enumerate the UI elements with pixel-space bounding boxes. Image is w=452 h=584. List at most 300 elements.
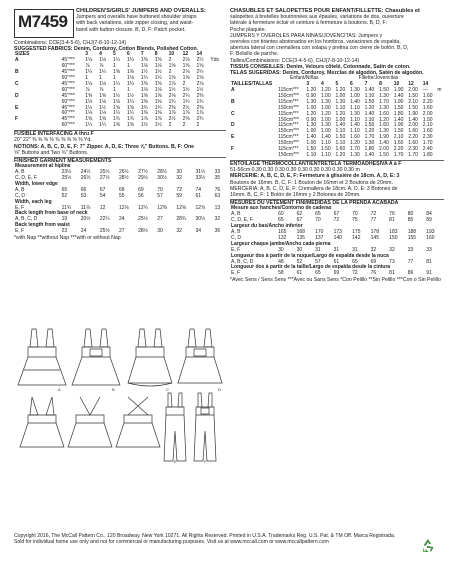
table-cell: 115cm***	[278, 122, 299, 129]
table-cell: 1¾	[140, 104, 148, 111]
jumper-back-drawing-3	[116, 397, 160, 447]
table-cell: 68	[119, 186, 125, 193]
table-cell: 1⅛	[85, 80, 93, 87]
jumper-back-drawing-2	[68, 397, 112, 447]
table-cell: 1.70	[408, 152, 418, 159]
table-cell: 150cm***	[278, 140, 299, 147]
table-cell: 188	[407, 228, 417, 235]
table-cell: 1½	[196, 86, 204, 93]
text-line: salopettes à bretelles boutonnées aux épaules, variations de dos, ouverture	[230, 14, 404, 21]
table-cell: m	[437, 87, 442, 94]
table-cell: 77	[407, 258, 414, 265]
table-cell: A, B	[231, 228, 241, 235]
french-spanish-column	[230, 8, 444, 283]
table-cell: 1.90	[393, 87, 404, 94]
letter-d: D	[218, 387, 221, 392]
table-row	[14, 123, 226, 129]
table-cell: 2.00	[379, 146, 389, 153]
table-cell: 45"***	[61, 116, 75, 123]
table-cell: 1.20	[379, 116, 389, 123]
table-cell: 1.20	[306, 110, 317, 117]
table-cell: 23	[61, 228, 68, 235]
jumper-c-drawing	[128, 329, 172, 386]
text-line: ⅝" Buttons and Two ¾" Buttons.	[14, 149, 89, 156]
table-cell: A, B, C, D	[231, 258, 254, 265]
table-cell: Measurement at hipline	[15, 163, 71, 170]
table-cell: 1¾	[182, 98, 190, 105]
table-cell: 56	[138, 192, 144, 199]
table-cell: E, F	[231, 270, 241, 277]
table-cell: 85	[407, 217, 414, 224]
table-cell: 1½	[154, 122, 162, 129]
table-cell: 25½	[138, 216, 148, 223]
table-cell: 10	[393, 81, 400, 88]
table-cell: 2.30	[422, 134, 433, 141]
table-cell: 1	[126, 86, 130, 93]
yardage-table	[14, 52, 226, 129]
table-cell: 1.70	[350, 146, 360, 153]
table-cell: 60"***	[61, 110, 75, 117]
table-cell: 115cm***	[278, 110, 299, 117]
table-cell: 1.80	[422, 152, 433, 159]
pattern-number: M7459	[18, 12, 68, 31]
table-cell: 150cm***	[278, 116, 299, 123]
table-cell: 2¾	[196, 116, 204, 123]
text-line: Boutons de 16mm. B, C, F: 1 Bouton de 16mm et 2 Boutons de 20mm.	[230, 179, 393, 186]
table-cell: 1.30	[350, 87, 360, 94]
table-cell: 1⅞	[182, 110, 190, 117]
jumper-b-drawing	[72, 329, 120, 385]
table-cell: 1.00	[306, 104, 317, 111]
table-cell: E, F	[231, 246, 241, 253]
table-cell: 2⅛	[168, 92, 176, 99]
table-cell: 1.40	[379, 140, 389, 147]
text-line: Poche plaquée.	[230, 26, 267, 33]
table-cell: 26½	[80, 175, 91, 182]
technical-drawings	[14, 325, 226, 465]
table-cell: 33	[214, 169, 221, 176]
table-cell: 183	[389, 228, 398, 235]
table-cell: 57	[157, 192, 163, 199]
table-cell: 23½	[61, 169, 72, 176]
table-cell: 1.10	[350, 116, 360, 123]
table-cell: 5	[113, 51, 116, 58]
letter-a: A	[58, 387, 61, 392]
table-cell: 14	[196, 51, 203, 58]
english-column	[14, 8, 226, 33]
table-cell: 32	[176, 228, 182, 235]
table-cell: 1.90	[408, 110, 418, 117]
table-cell: 1⅝	[182, 63, 190, 70]
table-cell: ⅞	[85, 63, 90, 70]
table-cell: 4	[99, 51, 102, 58]
table-cell: 1.20	[335, 152, 346, 159]
table-cell: 1.60	[408, 128, 418, 135]
table-cell: 30	[157, 228, 163, 235]
table-cell: 115cm***	[278, 134, 299, 141]
table-cell: 1½	[113, 92, 120, 99]
table-cell: 1⅜	[154, 98, 162, 105]
table-cell: 1.10	[335, 104, 346, 111]
table-cell: 1.00	[320, 128, 331, 135]
table-cell: 1.10	[320, 140, 331, 147]
table-cell: 2.40	[422, 146, 433, 153]
table-cell: 1½	[126, 92, 134, 99]
table-cell: 89	[426, 217, 432, 224]
table-cell: 135	[296, 234, 305, 241]
table-cell: 45"***	[61, 80, 75, 87]
table-cell: 1⅜	[154, 57, 162, 64]
table-cell: 1⅛	[99, 57, 107, 64]
table-cell: 65	[352, 258, 358, 265]
table-cell: 1.10	[306, 152, 317, 159]
table-cell: E, F	[15, 204, 25, 211]
table-cell: 2⅝	[182, 116, 190, 123]
table-cell: D	[15, 92, 19, 99]
table-cell: 1.30	[364, 140, 375, 147]
table-cell: 1½	[182, 86, 190, 93]
table-cell: 76	[389, 211, 395, 218]
table-cell: 25½	[99, 228, 110, 235]
table-cell: 1⅜	[140, 80, 148, 87]
table-cell: 1¼	[113, 57, 120, 64]
table-cell: 1.60	[350, 134, 360, 141]
table-cell: 1.60	[393, 140, 404, 147]
combinations-fr-es: Tailles/Combinaisons: CCE(3-4-5-6), CHJ(7-8-10-12-14)	[230, 57, 360, 64]
table-cell: 1.40	[306, 134, 317, 141]
table-cell: 2¼	[196, 69, 204, 76]
table-cell: 3	[85, 51, 88, 58]
table-cell: 155	[407, 234, 417, 241]
table-cell: 1.40	[364, 152, 375, 159]
table-cell: 1.00	[335, 116, 346, 123]
letter-b: B	[112, 387, 115, 392]
table-cell: 1.30	[350, 152, 360, 159]
table-cell: 2⅝	[196, 104, 204, 111]
table-cell: 12⅛	[119, 204, 129, 211]
table-cell: ⅞	[99, 86, 104, 93]
table-cell: 1.20	[335, 110, 346, 117]
table-cell: 1⅜	[154, 110, 162, 117]
table-cell: 20½	[80, 216, 91, 223]
table-cell: 22¼	[99, 216, 110, 223]
table-cell: 1⅜	[85, 92, 93, 99]
table-cell: 31	[352, 246, 358, 253]
table-cell: 145	[370, 234, 379, 241]
table-cell: 1.00	[320, 104, 331, 111]
table-cell: C	[231, 110, 235, 117]
table-cell: F	[15, 116, 19, 123]
letter-f: F	[204, 459, 207, 464]
table-cell: 4	[320, 81, 324, 88]
table-cell: 1⅛	[154, 86, 162, 93]
table-cell: 1.60	[379, 110, 389, 117]
table-cell: 2½	[182, 104, 190, 111]
table-cell: 77	[370, 217, 377, 224]
table-cell: 72	[352, 270, 358, 277]
table-cell: 1.40	[350, 98, 360, 105]
table-cell: 1¾	[168, 98, 176, 105]
table-cell: 1⅝	[168, 75, 176, 82]
table-cell: 13	[214, 204, 221, 211]
table-cell: 1⅛	[113, 98, 120, 105]
table-cell: 2	[168, 57, 172, 64]
table-cell: 1.30	[379, 92, 389, 99]
table-cell: 61	[333, 258, 340, 265]
table-cell: 28½	[119, 175, 129, 182]
table-cell: 70	[315, 217, 321, 224]
table-cell: 67	[99, 186, 106, 193]
table-cell: 1¼	[154, 75, 162, 82]
table-cell: 59	[176, 192, 182, 199]
table-cell: 1⅜	[140, 57, 148, 64]
table-cell: 30	[296, 246, 303, 253]
table-cell: 1⅝	[85, 116, 93, 123]
table-cell: 63	[214, 192, 221, 199]
table-cell: 5	[335, 81, 339, 88]
table-cell: 57	[315, 258, 321, 265]
table-cell: 1⅝	[196, 63, 204, 70]
table-cell: 2.20	[408, 134, 418, 141]
table-cell: 72	[176, 186, 182, 193]
table-cell: Back length from waist	[15, 222, 70, 229]
age-group-enfant: Enfant/Niñas	[290, 75, 319, 82]
table-cell: 140	[333, 234, 342, 241]
table-cell: 65	[315, 211, 321, 218]
table-cell: 1.20	[320, 110, 331, 117]
mercerie	[230, 173, 444, 198]
table-cell: —	[422, 87, 428, 94]
table-cell: 86	[407, 270, 414, 277]
suggested-fabrics: SUGGESTED FABRICS: Denim, Corduroy, Cotton Blends, Polished Cotton.	[14, 46, 199, 53]
table-cell: 1⅝	[182, 75, 190, 82]
table-cell: A	[231, 87, 235, 94]
table-cell: 1¼	[113, 80, 120, 87]
table-cell: 80	[407, 211, 414, 218]
table-cell: 11⅞	[80, 204, 91, 211]
table-cell: A, B	[15, 186, 25, 193]
table-cell: 2.00	[408, 87, 418, 94]
table-cell: 1⅛	[85, 110, 93, 117]
table-cell: 1⅛	[126, 75, 134, 82]
table-cell: 2⅛	[182, 57, 190, 64]
table-cell: C, D, E, F	[15, 175, 37, 182]
metrage-table	[230, 76, 444, 159]
table-cell: 2.10	[408, 98, 418, 105]
table-cell: Yds	[210, 57, 219, 64]
table-cell: 1⅛	[99, 98, 107, 105]
text-line: Jumpers and overalls have buttoned shoulder straps	[76, 14, 197, 21]
overall-f-drawing	[194, 393, 216, 461]
table-cell: 1⅛	[140, 63, 148, 70]
table-cell: 1.00	[320, 116, 331, 123]
copyright-line: Copyright 2016, The McCall Pattern Co., 120 Broadway, New York 10271. All Rights Reserved. Printed in U.S.A. Trademarks Reg. U.S. Pat. & TM Off. Marca Registrada.	[14, 533, 396, 539]
table-cell: 1⅞	[154, 116, 162, 123]
table-cell: 132	[278, 234, 287, 241]
table-cell: 26½	[119, 169, 129, 176]
table-cell: 115cm***	[278, 87, 299, 94]
table-cell: 1.60	[422, 92, 433, 99]
table-cell: 1	[99, 75, 102, 82]
table-cell: 52	[61, 192, 68, 199]
table-cell: 12	[99, 204, 106, 211]
table-cell: 60"***	[61, 122, 75, 129]
table-cell: 1.50	[364, 122, 375, 129]
entoilage-title: ENTOILAGE THERMOCOLLANT/ENTRETELA TERMOADHESIVA A à F	[230, 160, 444, 167]
table-cell: E	[231, 134, 235, 141]
text-line: MERCERIE: A, B, C, D, E, F: Fermeture à glissière de 18cm. A, D, E: 3	[230, 173, 400, 180]
finished-measurements-title: FINISHED GARMENT MEASUREMENTS	[14, 157, 226, 164]
table-cell: 55	[119, 192, 125, 199]
table-cell: 1¼	[99, 122, 107, 129]
table-cell: 2.00	[422, 110, 433, 117]
table-cell: ⅞	[85, 86, 90, 93]
table-cell: 2⅛	[196, 80, 204, 87]
table-cell: 1.40	[393, 116, 404, 123]
table-cell: 2	[182, 122, 186, 129]
table-cell: 69	[333, 270, 340, 277]
table-cell: C	[15, 80, 19, 87]
table-cell: 69	[138, 186, 144, 193]
table-cell: 1¾	[126, 116, 134, 123]
text-line: abertura lateral con cremallera con solapa y pretina con cierre de botón. B, D,	[230, 45, 409, 52]
table-cell: Width, each leg	[15, 198, 52, 205]
table-cell: 1.10	[364, 116, 375, 123]
table-cell: 165	[278, 228, 287, 235]
description-title-fr-es	[230, 8, 444, 58]
table-cell: 2⅜	[168, 104, 176, 111]
table-cell: 1⅜	[140, 110, 148, 117]
table-cell: 60"***	[61, 98, 75, 105]
table-cell: 1⅝	[196, 75, 204, 82]
table-cell: 1½	[168, 86, 176, 93]
table-cell: 115cm***	[278, 146, 299, 153]
recycle-icon	[420, 538, 436, 554]
table-cell: 48	[278, 258, 284, 265]
table-cell: 81	[389, 217, 395, 224]
table-cell: 14	[422, 81, 429, 88]
table-cell: 91	[426, 270, 432, 277]
table-cell: 6	[126, 51, 130, 58]
table-cell: 1	[85, 75, 88, 82]
table-cell: 1⅞	[168, 110, 176, 117]
table-cell: 45"***	[61, 104, 75, 111]
table-cell: 52	[296, 258, 303, 265]
table-cell: 2⅛	[182, 69, 190, 76]
table-cell: 1.50	[422, 116, 433, 123]
table-cell: 1.00	[320, 92, 331, 99]
table-cell: 1.20	[335, 87, 346, 94]
table-cell: 1.30	[335, 98, 346, 105]
table-cell: Back length from base of neck	[15, 210, 88, 217]
table-cell: C, D	[231, 234, 241, 241]
text-line: latérale à fermeture éclair et ceinture à fermeture à boutons. B, D, F:	[230, 20, 388, 27]
nap-note: *with Nap **without Nap ***with or without Nap	[14, 235, 121, 242]
table-cell: 8	[154, 51, 158, 58]
table-cell: 25½	[61, 175, 72, 182]
nap-note-fr-es: *Avec Sens / Sens Sens ***Avec ou Sans Sens *Con Pelillo **Sin Pelillo ***Con o Sin Pelillo	[230, 277, 441, 284]
table-cell: 1.50	[393, 128, 404, 135]
table-cell: 1.50	[408, 92, 418, 99]
table-cell: 12	[182, 51, 189, 58]
table-cell: 1	[113, 63, 116, 70]
table-cell: 65	[278, 217, 284, 224]
table-cell: 32	[176, 175, 182, 182]
table-cell: 1.30	[306, 122, 317, 129]
table-cell: 1.20	[364, 104, 375, 111]
text-line: overoles con tirantes abotonados en los hombros, variaciones de espalda,	[230, 39, 401, 46]
table-cell: 2½	[168, 116, 176, 123]
text-line: F: Bolsillo de parche.	[230, 51, 279, 58]
table-cell: 54	[99, 192, 106, 199]
table-cell: 1⅜	[113, 69, 120, 76]
table-cell: 1.10	[350, 128, 360, 135]
text-line: with back variations, side zipper closing, and waist-	[76, 20, 194, 27]
table-cell: 1.90	[393, 122, 404, 129]
table-cell: 12⅝	[176, 204, 187, 211]
table-cell: 33	[407, 246, 414, 253]
table-cell: 1.40	[335, 122, 346, 129]
footer	[14, 533, 414, 545]
table-cell: 1.60	[408, 140, 418, 147]
table-cell: 1⅛	[85, 57, 93, 64]
entoilage-row: 51-56cm 0.30 0.30 0.30 0.30 0.30 0.30 0.30 0.30 0.30 m	[230, 167, 360, 174]
text-line: MERCERÍA: A, B, C, D, E, F: Cremallera de 18cm. A, D, E: 3 Botones de	[230, 185, 398, 192]
table-cell: 1.60	[335, 146, 346, 153]
table-cell: 12¼	[138, 204, 148, 211]
table-cell: 69	[370, 258, 377, 265]
table-cell	[230, 153, 277, 159]
table-cell: 30½	[195, 216, 206, 223]
table-cell: 1.00	[306, 140, 317, 147]
table-cell: 150cm***	[278, 104, 299, 111]
table-cell: 81	[389, 270, 395, 277]
table-cell: 1⅜	[140, 98, 148, 105]
table-cell: 2⅜	[196, 92, 204, 99]
table-cell: 30	[176, 169, 182, 176]
table-cell: ⅞	[99, 63, 104, 70]
table-cell: 1⅝	[154, 92, 162, 99]
table-cell: C, D, E, F	[231, 217, 253, 224]
table-cell: 33	[426, 246, 432, 253]
table-cell: 1⅛	[140, 86, 148, 93]
table-cell: 1.60	[379, 122, 389, 129]
table-cell: 3	[306, 81, 310, 88]
jumper-a-drawing	[18, 329, 66, 385]
table-cell: 2	[168, 122, 172, 129]
table-cell: 1.60	[422, 128, 433, 135]
table-cell: 2.30	[408, 146, 418, 153]
text-line: 16mm. B, C, F: 1 Botón de 16mm y 2 Botones de 20mm.	[230, 191, 361, 198]
table-cell: 1.70	[379, 98, 389, 105]
table-cell: 0.90	[306, 116, 317, 123]
jumper-back-drawing-1	[20, 397, 64, 447]
table-cell: 74	[195, 186, 202, 193]
table-cell: 53	[80, 192, 87, 199]
table-cell: 31	[315, 246, 321, 253]
table-cell: 65	[315, 270, 321, 277]
table-cell: Mesure aux hanches/Contorno de caderas	[231, 205, 332, 212]
table-cell: 66	[80, 186, 87, 193]
table-cell: 1.10	[364, 92, 375, 99]
table-cell: 30	[278, 246, 284, 253]
table-cell: 28¾	[176, 216, 187, 223]
table-cell: 1.40	[364, 87, 375, 94]
table-cell: 76	[370, 270, 377, 277]
interfacing-row: 20" 22" ⅜ ⅜ ⅜ ⅜ ⅜ ⅜ ⅜ ⅜ ⅜ Yd.	[14, 137, 92, 144]
table-cell: 1.20	[350, 140, 360, 147]
table-cell: 35	[214, 175, 221, 182]
